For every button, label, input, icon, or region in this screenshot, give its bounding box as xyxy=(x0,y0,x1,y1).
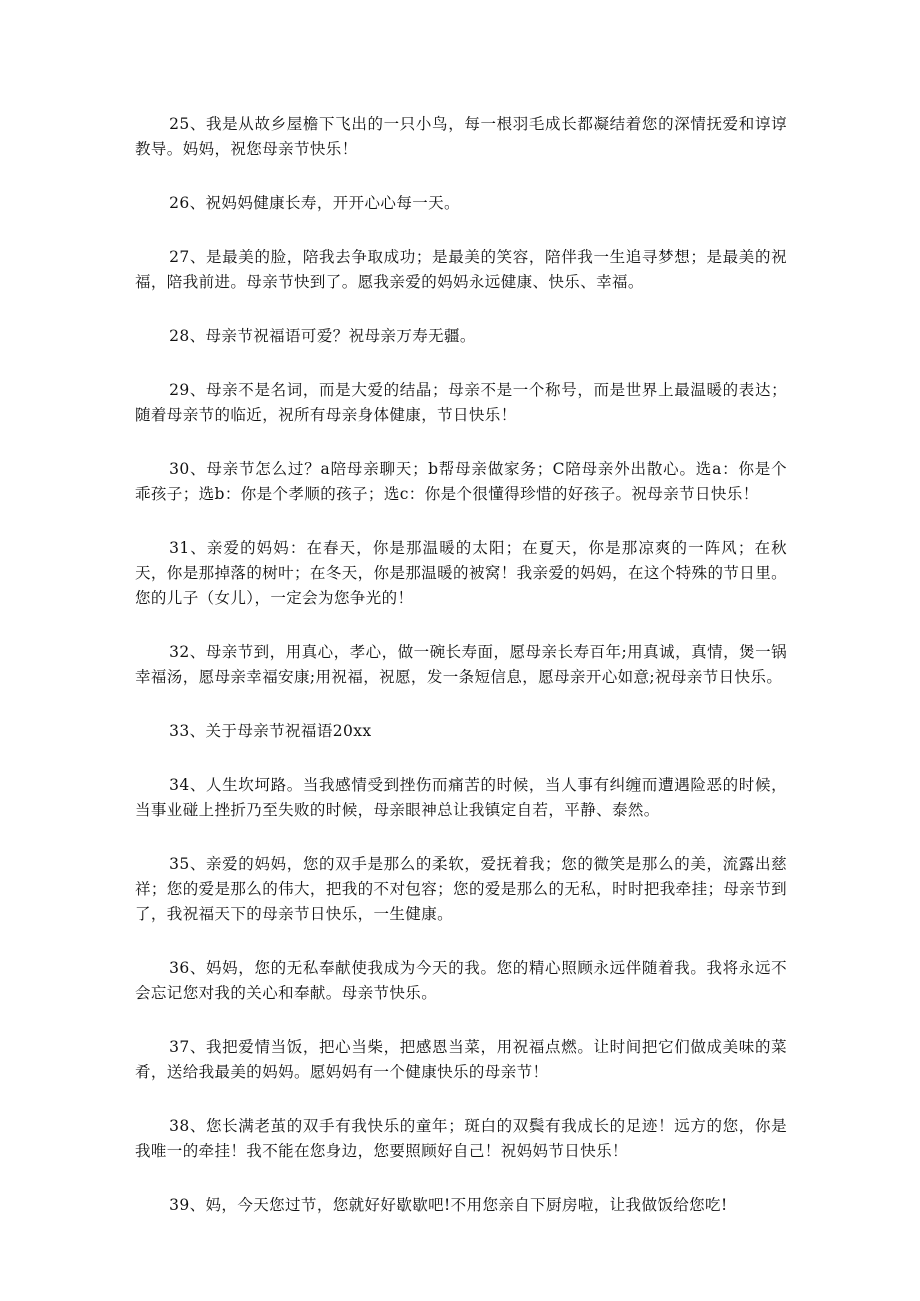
paragraph-37: 37、我把爱情当饭，把心当柴，把感恩当菜，用祝福点燃。让时间把它们做成美味的菜肴，送给我最美的妈妈。愿妈妈有一个健康快乐的母亲节！ xyxy=(135,1038,787,1081)
paragraph-33: 33、关于母亲节祝福语20xx xyxy=(169,722,372,740)
paragraph-29: 29、母亲不是名词，而是大爱的结晶；母亲不是一个称号，而是世界上最温暖的表达；随着母亲节的临近，祝所有母亲身体健康，节日快乐！ xyxy=(135,381,787,424)
paragraph-35: 35、亲爱的妈妈，您的双手是那么的柔软，爱抚着我；您的微笑是那么的美，流露出慈祥；您的爱是那么的伟大，把我的不对包容；您的爱是那么的无私，时时把我牵挂；母亲节到了，我祝福天下的母亲节日快乐，一生健康。 xyxy=(135,855,787,923)
paragraph-32: 32、母亲节到，用真心，孝心，做一碗长寿面，愿母亲长寿百年;用真诚，真情，煲一锅幸福汤，愿母亲幸福安康;用祝福，祝愿，发一条短信息，愿母亲开心如意;祝母亲节日快乐。 xyxy=(135,643,787,686)
paragraph-25: 25、我是从故乡屋檐下飞出的一只小鸟，每一根羽毛成长都凝结着您的深情抚爱和谆谆教导。妈妈，祝您母亲节快乐！ xyxy=(135,115,787,158)
paragraph-28: 28、母亲节祝福语可爱？祝母亲万寿无疆。 xyxy=(169,327,476,345)
paragraph-31: 31、亲爱的妈妈：在春天，你是那温暖的太阳；在夏天，你是那凉爽的一阵风；在秋天，你是那掉落的树叶；在冬天，你是那温暖的被窝！我亲爱的妈妈，在这个特殊的节日里。您的儿子（女儿），一定会为您争光的！ xyxy=(135,539,787,607)
paragraph-39: 39、妈，今天您过节，您就好好歇歇吧!不用您亲自下厨房啦，让我做饭给您吃! xyxy=(169,1196,728,1214)
paragraph-34: 34、人生坎坷路。当我感情受到挫伤而痛苦的时候，当人事有纠缠而遭遇险恶的时候，当事业碰上挫折乃至失败的时候，母亲眼神总让我镇定自若，平静、泰然。 xyxy=(135,776,787,819)
document-body xyxy=(135,112,787,1218)
paragraph-38: 38、您长满老茧的双手有我快乐的童年；斑白的双鬓有我成长的足迹！远方的您，你是我唯一的牵挂！我不能在您身边，您要照顾好自己！祝妈妈节日快乐！ xyxy=(135,1117,787,1160)
paragraph-36: 36、妈妈，您的无私奉献使我成为今天的我。您的精心照顾永远伴随着我。我将永远不会忘记您对我的关心和奉献。母亲节快乐。 xyxy=(135,959,787,1002)
paragraph-27: 27、是最美的脸，陪我去争取成功；是最美的笑容，陪伴我一生追寻梦想；是最美的祝福，陪我前进。母亲节快到了。愿我亲爱的妈妈永远健康、快乐、幸福。 xyxy=(135,248,787,291)
paragraph-30: 30、母亲节怎么过？a陪母亲聊天；b帮母亲做家务；C陪母亲外出散心。选a：你是个乖孩子；选b：你是个孝顺的孩子；选c：你是个很懂得珍惜的好孩子。祝母亲节日快乐！ xyxy=(135,460,787,503)
paragraph-26: 26、祝妈妈健康长寿，开开心心每一天。 xyxy=(169,194,460,212)
